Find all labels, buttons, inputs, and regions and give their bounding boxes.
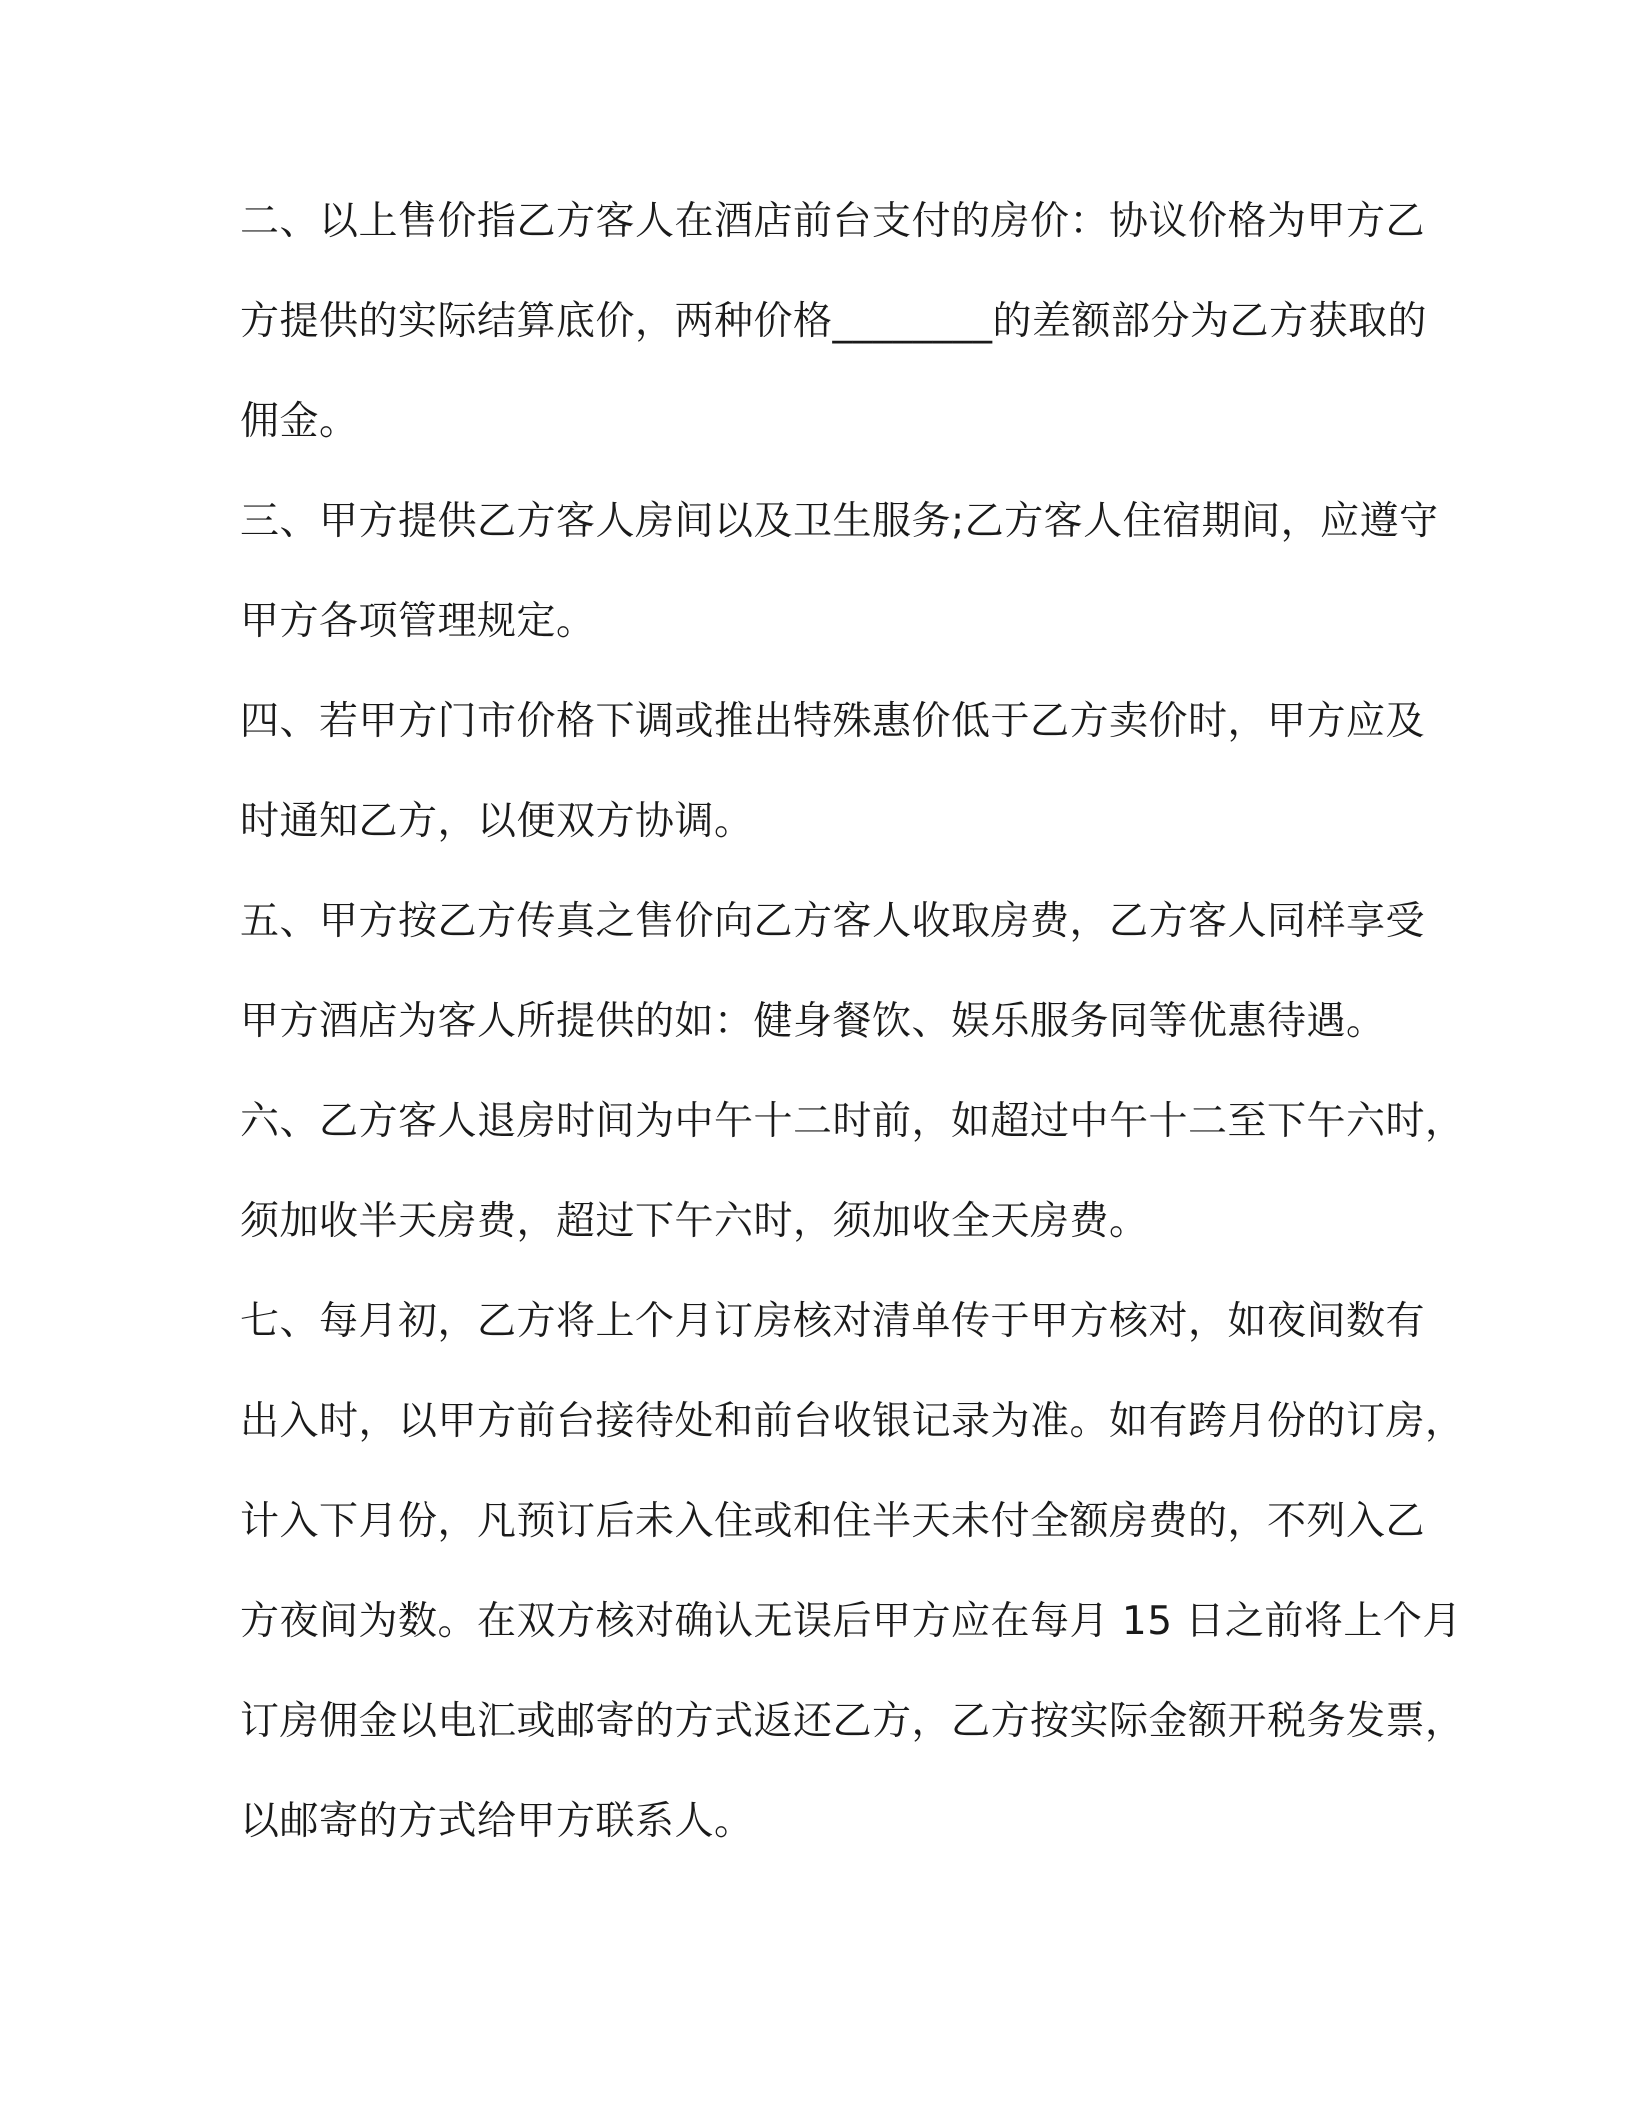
clause-7-line-1: 七、每月初，乙方将上个月订房核对清单传于甲方核对，如夜间数有 xyxy=(240,1299,1426,1344)
clause-2-line-2: 方提供的实际结算底价，两种价格________的差额部分为乙方获取的 xyxy=(240,299,1428,344)
clause-7-line-4: 方夜间为数。在双方核对确认无误后甲方应在每月 15 日之前将上个月 xyxy=(240,1599,1462,1644)
clause-3-line-1: 三、甲方提供乙方客人房间以及卫生服务;乙方客人住宿期间，应遵守 xyxy=(240,499,1439,544)
clause-4-line-1: 四、若甲方门市价格下调或推出特殊惠价低于乙方卖价时，甲方应及 xyxy=(240,699,1426,744)
clause-2-line-1: 二、以上售价指乙方客人在酒店前台支付的房价：协议价格为甲方乙 xyxy=(240,199,1426,244)
clause-2-line-3: 佣金。 xyxy=(240,399,359,444)
clause-7-line-3: 计入下月份，凡预订后未入住或和住半天未付全额房费的，不列入乙 xyxy=(240,1499,1426,1544)
clause-7-line-6: 以邮寄的方式给甲方联系人。 xyxy=(240,1799,754,1844)
clause-7-line-2: 出入时，以甲方前台接待处和前台收银记录为准。如有跨月份的订房， xyxy=(240,1399,1465,1444)
clause-3-line-2: 甲方各项管理规定。 xyxy=(240,599,596,644)
contract-clauses xyxy=(240,172,1465,1872)
clause-6-line-2: 须加收半天房费，超过下午六时，须加收全天房费。 xyxy=(240,1199,1149,1244)
clause-6-line-1: 六、乙方客人退房时间为中午十二时前，如超过中午十二至下午六时， xyxy=(240,1099,1465,1144)
clause-5-line-1: 五、甲方按乙方传真之售价向乙方客人收取房费，乙方客人同样享受 xyxy=(240,899,1426,944)
clause-4-line-2: 时通知乙方，以便双方协调。 xyxy=(240,799,754,844)
clause-7-line-5: 订房佣金以电汇或邮寄的方式返还乙方，乙方按实际金额开税务发票， xyxy=(240,1699,1465,1744)
clause-5-line-2: 甲方酒店为客人所提供的如：健身餐饮、娱乐服务同等优惠待遇。 xyxy=(240,999,1386,1044)
